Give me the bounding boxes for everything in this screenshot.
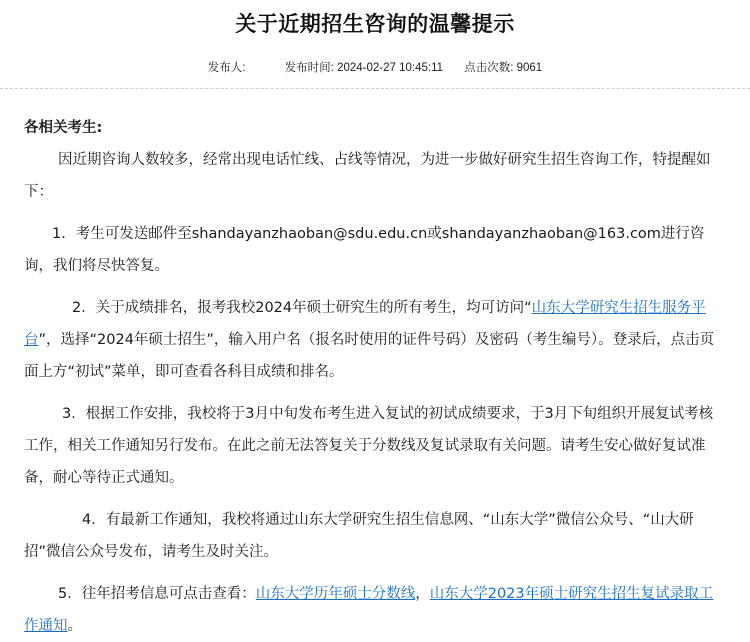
publisher-label: 发布人: xyxy=(207,62,246,74)
salutation: 各相关考生: xyxy=(24,120,103,136)
publish-time-value: 2024-02-27 10:45:11 xyxy=(337,62,444,74)
click-count-label: 点击次数: xyxy=(464,62,514,74)
notice-body xyxy=(24,112,726,642)
item-2-text-pre: 2．关于成绩排名，报考我校2024年硕士研究生的所有考生，均可访问“ xyxy=(72,300,532,316)
notice-meta xyxy=(0,59,750,75)
item-5-separator: ， xyxy=(415,586,430,602)
item-5-paragraph xyxy=(24,578,726,642)
item-5-text-pre: 5．往年招考信息可点击查看： xyxy=(58,586,256,602)
intro-paragraph: 因近期咨询人数较多，经常出现电话忙线、占线等情况，为进一步做好研究生招生咨询工作，特提醒如下： xyxy=(24,152,711,200)
item-1-paragraph: 1．考生可发送邮件至shandayanzhaoban@sdu.edu.cn或shandayanzhaoban@163.com进行咨询，我们将尽快答复。 xyxy=(24,226,705,274)
publish-time-label: 发布时间: xyxy=(284,62,334,74)
header-divider xyxy=(0,88,750,89)
retest-notice-link[interactable]: 山东大学2023年硕士研究生招生复试录取工作通知 xyxy=(24,586,714,634)
item-3-paragraph: 3．根据工作安排，我校将于3月中旬发布考生进入复试的初试成绩要求，于3月下旬组织开展复试考核工作，相关工作通知另行发布。在此之前无法答复关于分数线及复试录取有关问题。请考生安心做好复试准备，耐心等待正式通知。 xyxy=(24,406,714,486)
click-count xyxy=(464,59,542,75)
click-count-value: 9061 xyxy=(516,62,543,74)
item-4-paragraph: 4．有最新工作通知，我校将通过山东大学研究生招生信息网、“山东大学”微信公众号、“山大研招”微信公众号发布，请考生及时关注。 xyxy=(24,512,694,560)
item-5-text-post: 。 xyxy=(67,618,82,634)
score-lines-link[interactable]: 山东大学历年硕士分数线 xyxy=(255,586,416,602)
item-2-paragraph xyxy=(24,292,726,388)
admission-platform-link[interactable]: 山东大学研究生招生服务平台 xyxy=(24,300,706,348)
publish-time xyxy=(285,59,443,75)
item-2-text-post: ”，选择“2024年硕士招生”，输入用户名（报名时使用的证件号码）及密码（考生编号）。登录后，点击页面上方“初试”菜单，即可查看各科目成绩和排名。 xyxy=(24,332,715,380)
page-title: 关于近期招生咨询的温馨提示 xyxy=(235,12,515,36)
